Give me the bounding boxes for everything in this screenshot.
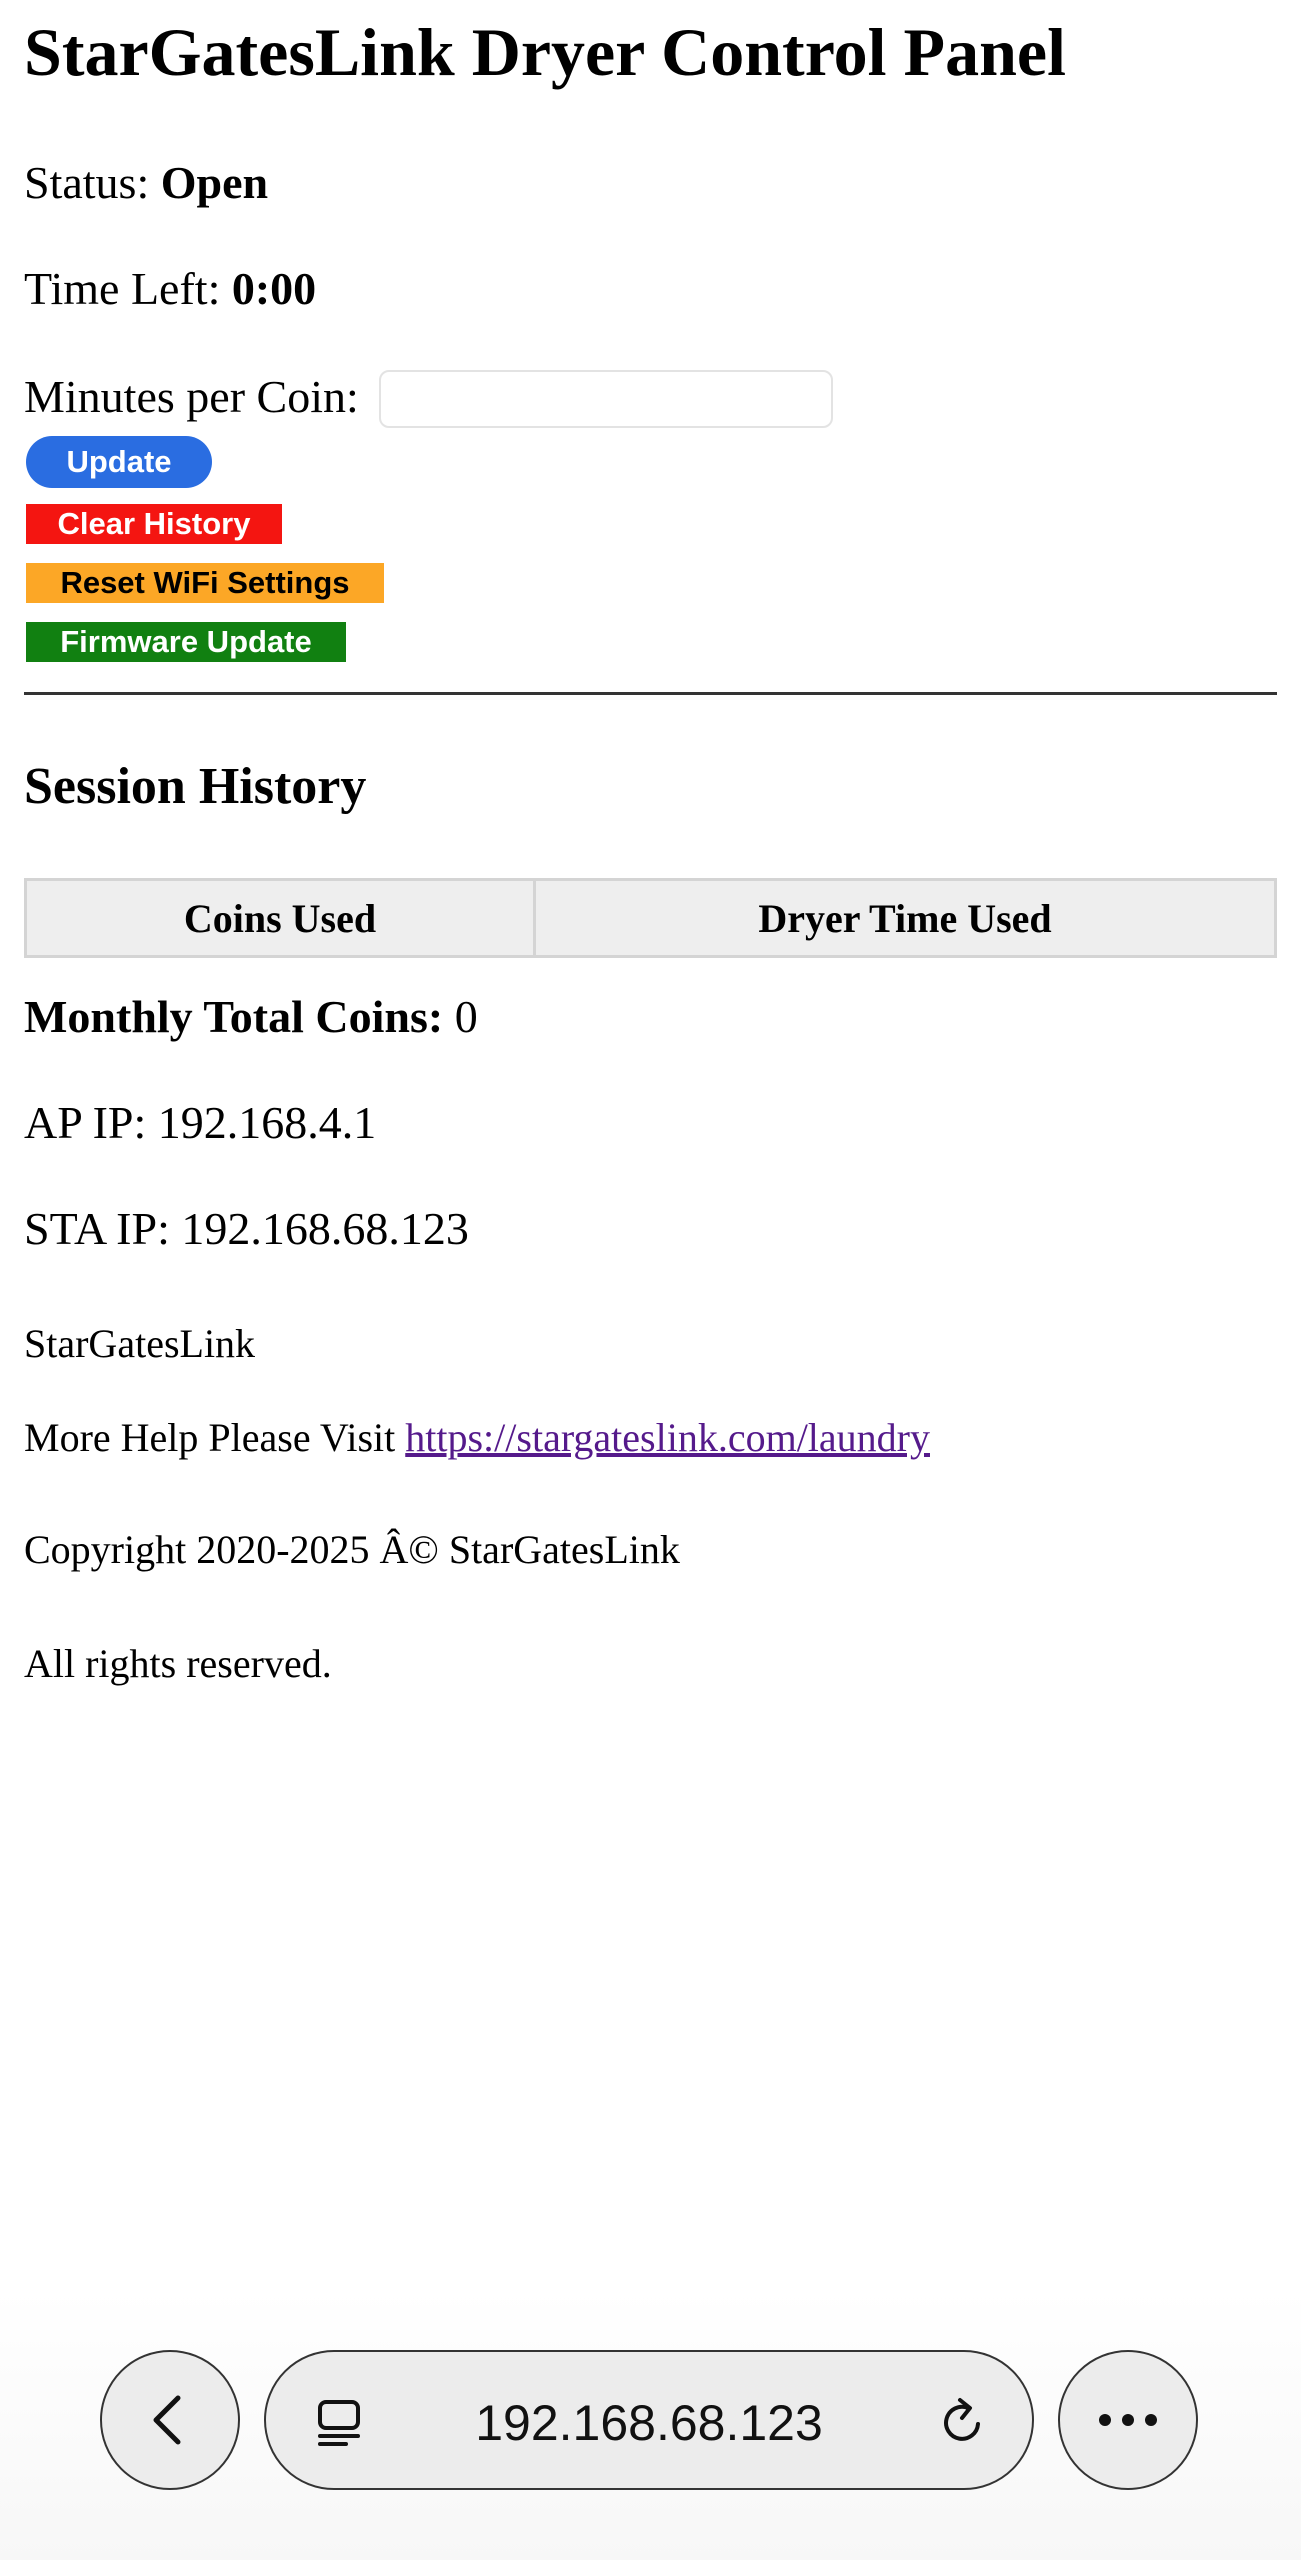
rights-reserved: All rights reserved. bbox=[24, 1641, 332, 1686]
more-button[interactable] bbox=[1058, 2350, 1198, 2490]
monthly-total-label: Monthly Total Coins: bbox=[24, 991, 444, 1042]
session-history-heading: Session History bbox=[24, 758, 367, 815]
minutes-per-coin-label: Minutes per Coin: bbox=[24, 371, 359, 422]
reload-icon[interactable] bbox=[934, 2394, 990, 2450]
time-left-value: 0:00 bbox=[231, 263, 317, 314]
help-prefix: More Help Please Visit bbox=[24, 1415, 396, 1460]
monthly-total-value: 0 bbox=[454, 991, 478, 1042]
url-text[interactable]: 192.168.68.123 bbox=[475, 2395, 823, 2451]
time-left-line bbox=[24, 262, 316, 316]
sta-ip: STA IP: 192.168.68.123 bbox=[24, 1203, 469, 1254]
page-title: StarGatesLink Dryer Control Panel bbox=[24, 14, 1066, 90]
update-button[interactable]: Update bbox=[26, 436, 212, 488]
more-icon bbox=[1093, 2410, 1163, 2430]
table-header-row bbox=[26, 880, 1276, 957]
status-label: Status: bbox=[24, 157, 150, 208]
back-button[interactable] bbox=[100, 2350, 240, 2490]
status-value: Open bbox=[160, 157, 269, 208]
reset-wifi-button[interactable]: Reset WiFi Settings bbox=[26, 563, 384, 603]
firmware-update-button[interactable]: Firmware Update bbox=[26, 622, 346, 662]
status-line bbox=[24, 156, 268, 210]
monthly-total-line bbox=[24, 990, 478, 1044]
ap-ip: AP IP: 192.168.4.1 bbox=[24, 1097, 377, 1148]
time-left-label: Time Left: bbox=[24, 263, 221, 314]
help-link[interactable]: https://stargateslink.com/laundry bbox=[405, 1415, 930, 1460]
copyright: Copyright 2020-2025 Â© StarGatesLink bbox=[24, 1527, 680, 1572]
column-header-dryer-time-used: Dryer Time Used bbox=[535, 880, 1276, 957]
minutes-per-coin-input[interactable] bbox=[379, 370, 833, 428]
clear-history-button[interactable]: Clear History bbox=[26, 504, 282, 544]
footer-brand: StarGatesLink bbox=[24, 1321, 256, 1366]
chevron-left-icon bbox=[140, 2390, 200, 2450]
address-bar[interactable] bbox=[264, 2350, 1034, 2490]
help-line bbox=[24, 1414, 930, 1462]
session-history-table bbox=[24, 878, 1277, 958]
column-header-coins-used: Coins Used bbox=[26, 880, 535, 957]
divider bbox=[24, 692, 1277, 695]
